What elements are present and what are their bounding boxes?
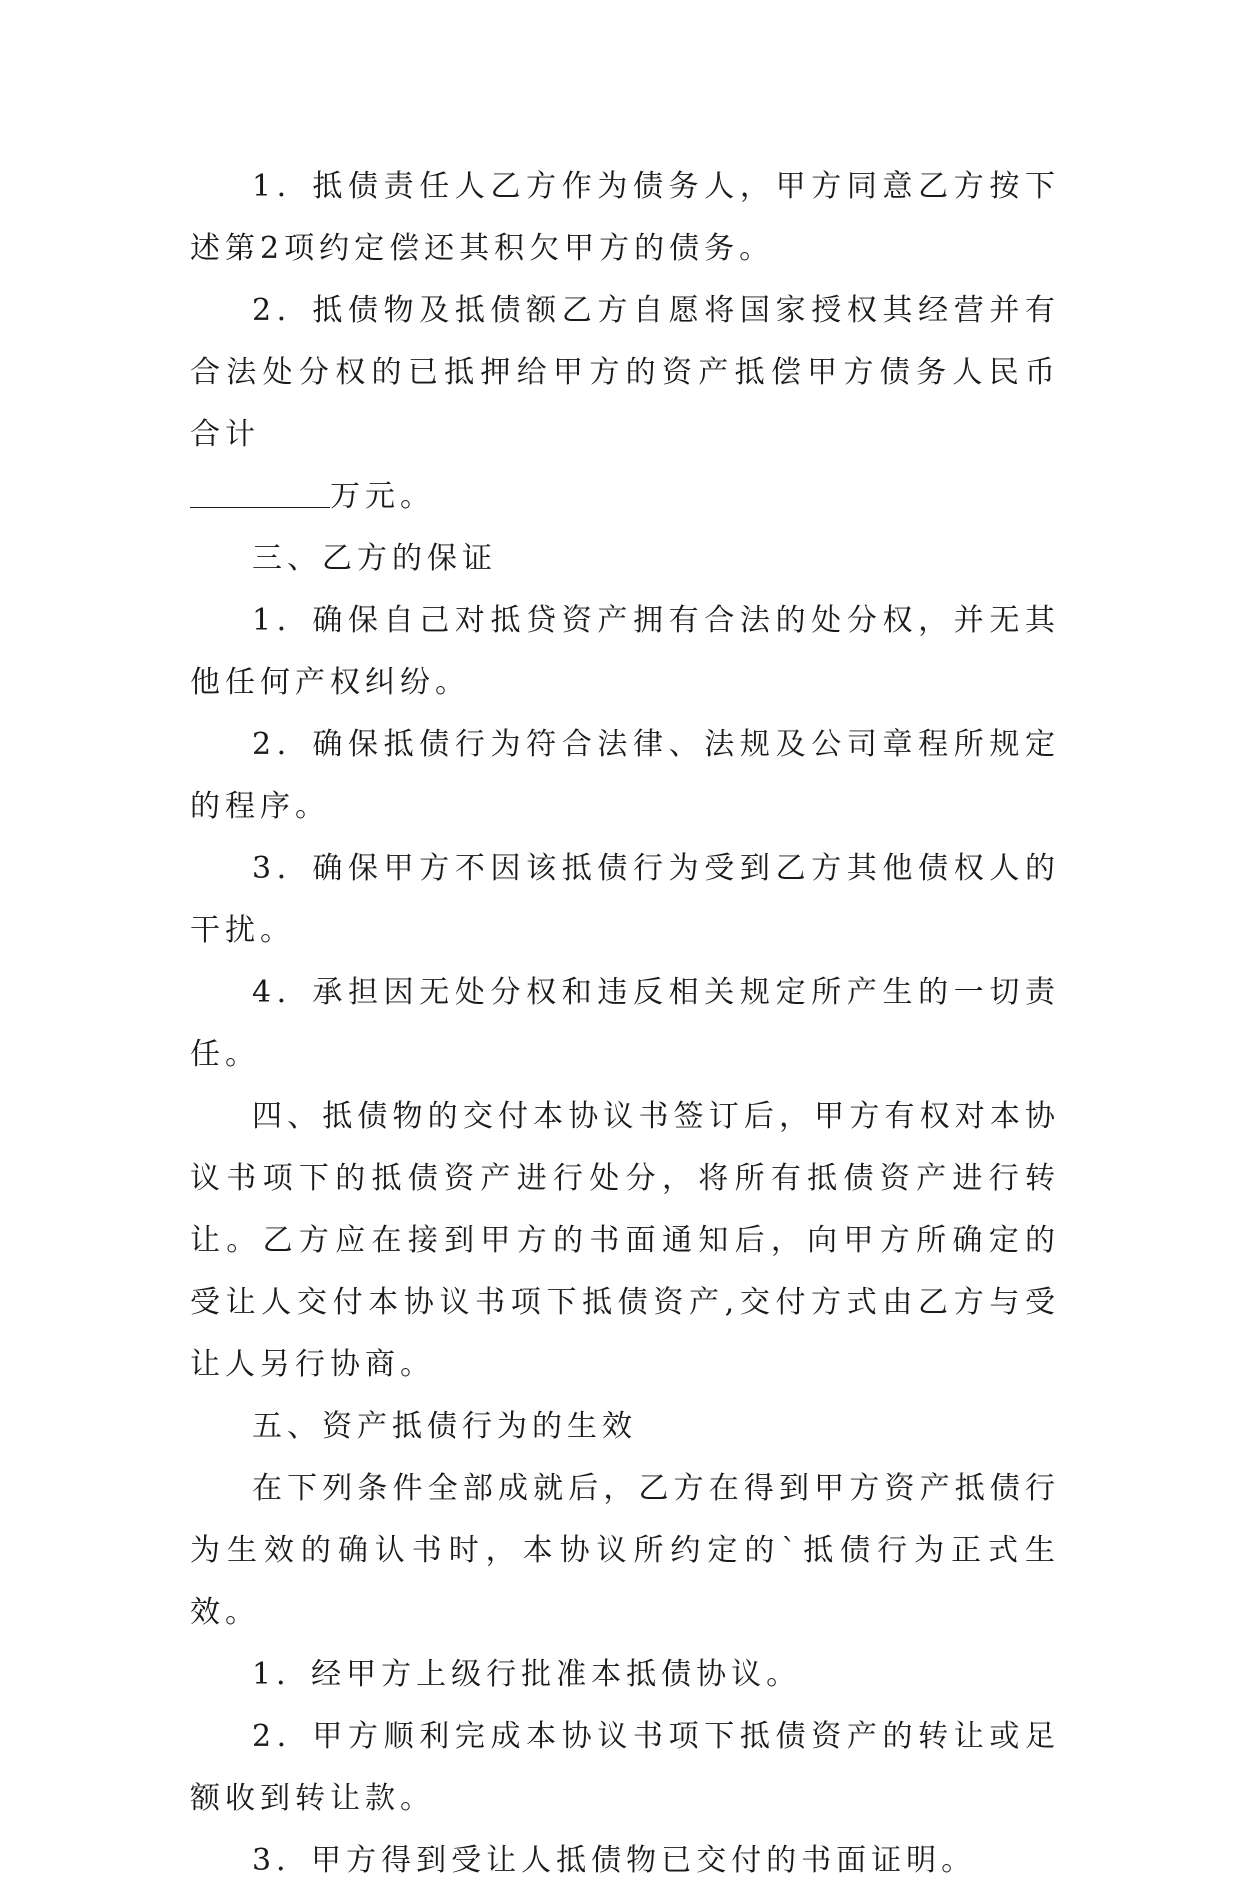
clause-3-3: 3．确保甲方不因该抵债行为受到乙方其他债权人的干扰。 xyxy=(190,851,1060,948)
section-3-heading: 三、乙方的保证 xyxy=(252,541,497,576)
section-4: 四、抵债物的交付本协议书签订后，甲方有权对本协议书项下的抵债资产进行处分，将所有抵债资产进行转让。乙方应在接到甲方的书面通知后，向甲方所确定的受让人交付本协议书项下抵债资产,交付方式由乙方与受让人另行协商。 xyxy=(190,1099,1060,1382)
clause-2-1: 1．抵债责任人乙方作为债务人，甲方同意乙方按下述第2项约定偿还其积欠甲方的债务。 xyxy=(190,169,1060,266)
document-body xyxy=(190,156,1060,1892)
clause-2-2-unit: 万元。 xyxy=(330,479,435,514)
clause-5-2: 2．甲方顺利完成本协议书项下抵债资产的转让或足额收到转让款。 xyxy=(190,1719,1060,1816)
clause-5-3: 3．甲方得到受让人抵债物已交付的书面证明。 xyxy=(252,1843,977,1878)
section-5-intro: 在下列条件全部成就后，乙方在得到甲方资产抵债行为生效的确认书时，本协议所约定的`抵债行为正式生效。 xyxy=(190,1471,1060,1630)
clause-2-2 xyxy=(190,280,1060,528)
clause-5-1: 1．经甲方上级行批准本抵债协议。 xyxy=(252,1657,802,1692)
clause-3-2: 2．确保抵债行为符合法律、法规及公司章程所规定的程序。 xyxy=(190,727,1060,824)
amount-blank xyxy=(190,477,330,508)
clause-3-1: 1．确保自己对抵贷资产拥有合法的处分权，并无其他任何产权纠纷。 xyxy=(190,603,1060,700)
clause-3-4: 4．承担因无处分权和违反相关规定所产生的一切责任。 xyxy=(190,975,1060,1072)
clause-2-2-text: 2．抵债物及抵债额乙方自愿将国家授权其经营并有合法处分权的已抵押给甲方的资产抵偿甲方债务人民币合计 xyxy=(190,293,1060,452)
section-5-heading: 五、资产抵债行为的生效 xyxy=(252,1409,637,1444)
